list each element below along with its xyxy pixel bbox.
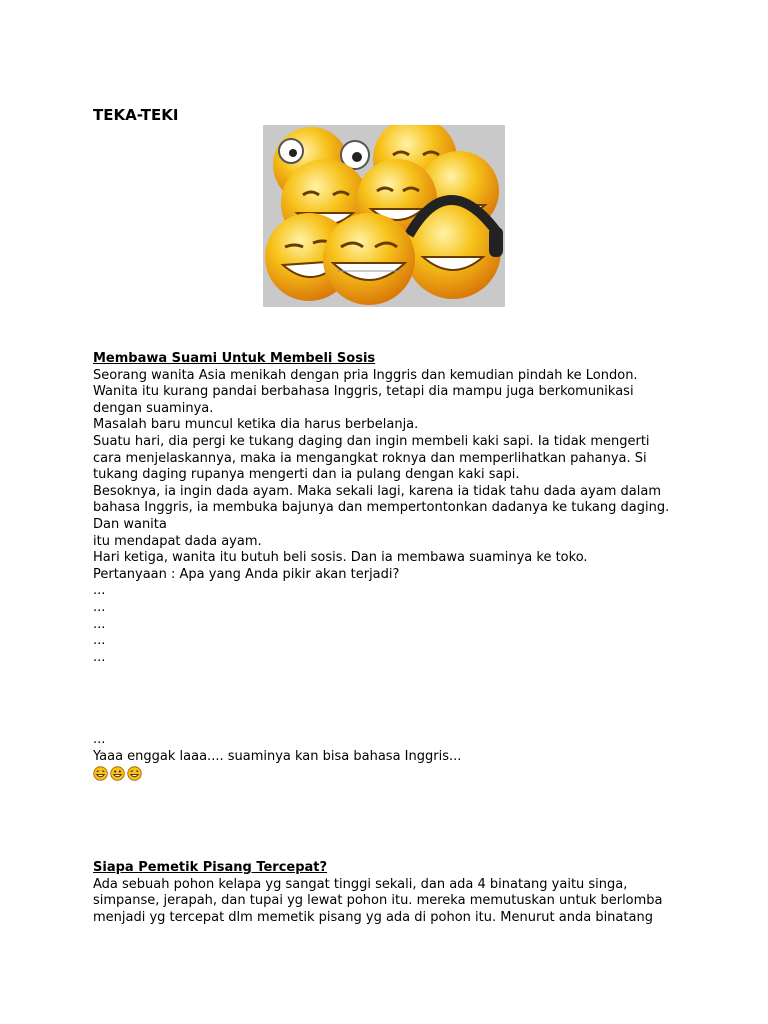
page-title: TEKA-TEKI bbox=[93, 106, 179, 124]
ellipsis-line: ... bbox=[93, 732, 106, 748]
story-heading: Siapa Pemetik Pisang Tercepat? bbox=[93, 860, 328, 875]
story-line: Hari ketiga, wanita itu butuh beli sosis. Dan ia membawa suaminya ke toko. bbox=[93, 550, 588, 566]
ellipsis-line: ... bbox=[93, 599, 106, 615]
smiley-face bbox=[323, 213, 415, 305]
laughing-emoji-icon bbox=[127, 766, 142, 781]
emoji-row bbox=[93, 765, 683, 781]
story-line: dengan suaminya. bbox=[93, 400, 214, 416]
story-line: Besoknya, ia ingin dada ayam. Maka sekali lagi, karena ia tidak tahu dada ayam dalam bbox=[93, 483, 662, 499]
story-line: cara menjelaskannya, maka ia mengangkat roknya dan memperlihatkan pahanya. Si bbox=[93, 450, 647, 466]
story-line: Ada sebuah pohon kelapa yg sangat tinggi sekali, dan ada 4 binatang yaitu singa, bbox=[93, 876, 628, 892]
story-line: Masalah baru muncul ketika dia harus berbelanja. bbox=[93, 417, 419, 433]
laughing-smileys-illustration bbox=[263, 125, 505, 307]
story-line: Dan wanita bbox=[93, 516, 167, 532]
story-line: itu mendapat dada ayam. bbox=[93, 533, 262, 549]
story-line: simpanse, jerapah, dan tupai yg lewat pohon itu. mereka memutuskan untuk berlomba bbox=[93, 893, 663, 909]
story-line: Suatu hari, dia pergi ke tukang daging dan ingin membeli kaki sapi. Ia tidak mengerti bbox=[93, 433, 650, 449]
story-pemetik-pisang bbox=[93, 860, 683, 926]
story-line: tukang daging rupanya mengerti dan ia pulang dengan kaki sapi. bbox=[93, 467, 520, 483]
laughing-emoji-icon bbox=[93, 766, 108, 781]
punchline: Yaaa enggak laaa.... suaminya kan bisa bahasa Inggris... bbox=[93, 748, 462, 764]
story-line: bahasa Inggris, ia membuka bajunya dan mempertontonkan dadanya ke tukang daging. bbox=[93, 500, 670, 516]
grinning-emoji-icon bbox=[110, 766, 125, 781]
ellipsis-line: ... bbox=[93, 633, 106, 649]
story-line: Pertanyaan : Apa yang Anda pikir akan terjadi? bbox=[93, 566, 400, 582]
story-line: menjadi yg tercepat dlm memetik pisang yg ada di pohon itu. Menurut anda binatang bbox=[93, 909, 653, 925]
story-heading: Membawa Suami Untuk Membeli Sosis bbox=[93, 351, 376, 366]
ellipsis-line: ... bbox=[93, 583, 106, 599]
story-line: Seorang wanita Asia menikah dengan pria Inggris dan kemudian pindah ke London. bbox=[93, 367, 638, 383]
story-membawa-suami bbox=[93, 351, 683, 781]
ellipsis-line: ... bbox=[93, 616, 106, 632]
story-line: Wanita itu kurang pandai berbahasa Inggris, tetapi dia mampu juga berkomunikasi bbox=[93, 384, 634, 400]
ellipsis-line: ... bbox=[93, 649, 106, 665]
